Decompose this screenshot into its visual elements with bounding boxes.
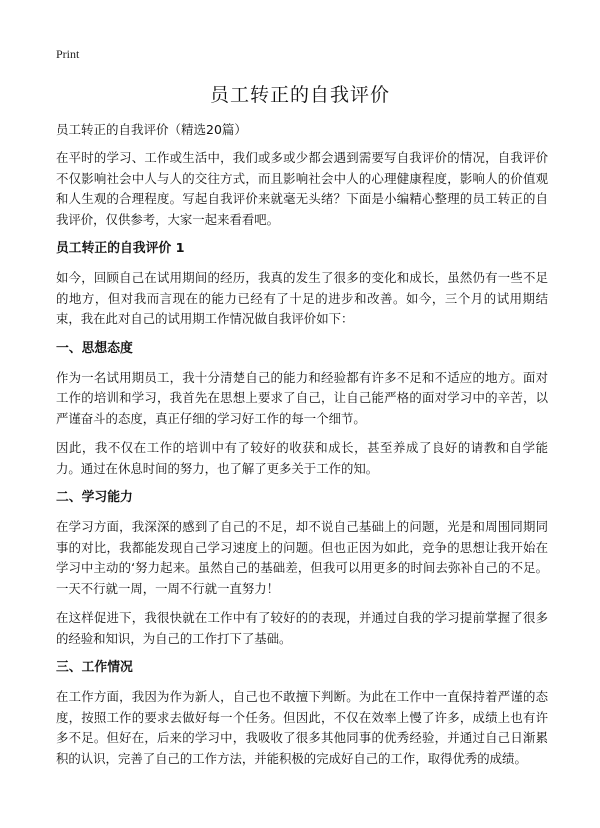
thought-paragraph-1: 作为一名试用期员工，我十分清楚自己的能力和经验都有许多不足和不适应的地方。面对工作的培训和学习，我首先在思想上要求了自己，让自己能严格的面对学习中的辛苦，以严谨奋斗的态度，真正仔细的学习好工作的每一个细节。 [56,369,548,426]
learning-paragraph-1: 在学习方面，我深深的感到了自己的不足，却不说自己基础上的问题，光是和周围同期同事的对比，我都能发现自己学习速度上的问题。但也正因为如此，竞争的思想让我开始在学习中主动的‘努力起来。虽然自己的基础差，但我可以用更多的时间去弥补自己的不足。一天不行就一周，一周不行就一直努力！ [56,519,548,596]
section1-paragraph: 如今，回顾自己在试用期间的经历，我真的发生了很多的变化和成长，虽然仍有一些不足的地方，但对我而言现在的能力已经有了十足的进步和改善。如今，三个月的试用期结束，我在此对自己的试用期工作情况做自我评价如下： [56,270,548,326]
print-link[interactable]: Print [56,47,80,61]
work-paragraph-1: 在工作方面，我因为作为新人，自己也不敢擅下判断。为此在工作中一直保持着严谨的态度，按照工作的要求去做好每一个任务。但因此，不仅在效率上慢了许多，成绩上也有许多不足。但好在，后来的学习中，我吸收了很多其他同事的优秀经验，并通过自己日渐累积的认识，完善了自己的工作方法，并能积极的完成好自己的工作，取得优秀的成绩。 [56,689,548,766]
article-body [56,120,548,778]
thought-paragraph-2: 因此，我不仅在工作的培训中有了较好的收获和成长，甚至养成了良好的请教和自学能力。通过在休息时间的努力，也了解了更多关于工作的知。 [56,440,548,476]
learning-paragraph-2: 在这样促进下，我很快就在工作中有了较好的的表现，并通过自我的学习提前掌握了很多的经验和知识，为自己的工作打下了基础。 [56,610,548,646]
heading-work-situation: 三、工作情况 [56,660,133,675]
heading-thought-attitude: 一、思想态度 [56,340,133,356]
heading-learning-ability: 二、学习能力 [56,490,133,505]
intro-paragraph: 在平时的学习、工作或生活中，我们或多或少都会遇到需要写自我评价的情况，自我评价不仅影响社会中人与人的交往方式，而且影响社会中人的心理健康程度，影响人的价值观和人生观的合理程度。写起自我评价来就毫无头绪？下面是小编精心整理的员工转正的自我评价，仅供参考，大家一起来看看吧。 [56,150,548,227]
article-subtitle: 员工转正的自我评价（精选20篇） [56,122,247,137]
page-title: 员工转正的自我评价 [209,84,390,106]
section-heading-1: 员工转正的自我评价 1 [56,241,185,256]
